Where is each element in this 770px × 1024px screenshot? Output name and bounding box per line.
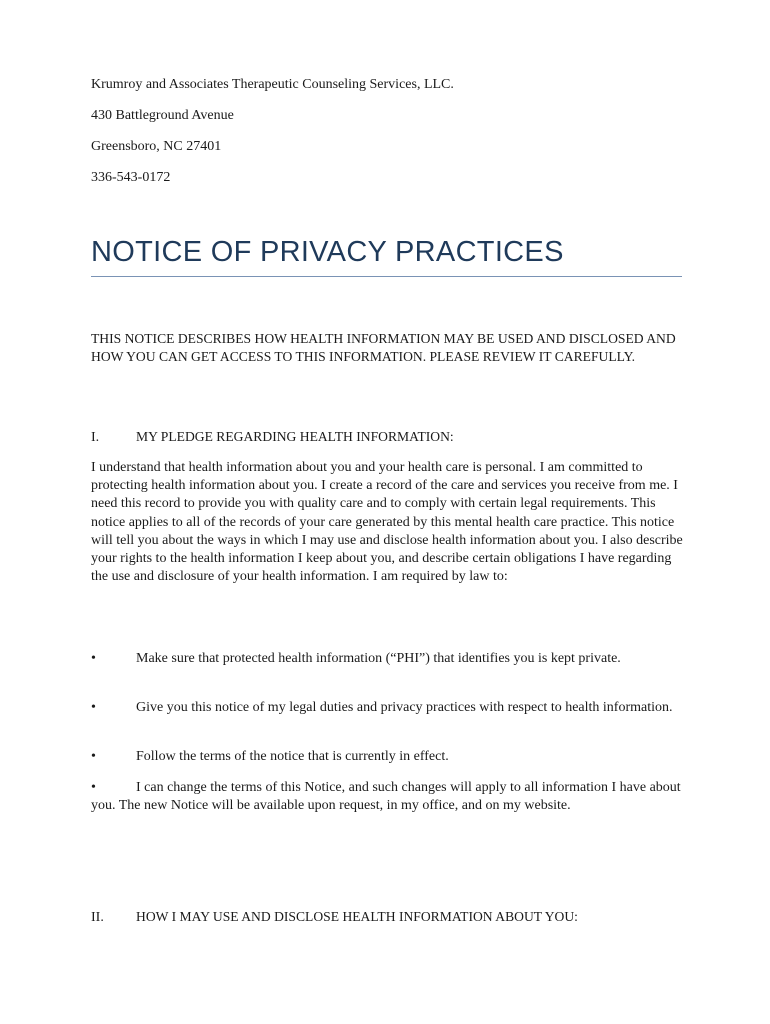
- intro-notice: THIS NOTICE DESCRIBES HOW HEALTH INFORMATION MAY BE USED AND DISCLOSED AND HOW YOU CAN GET ACCESS TO THIS INFORMATION. PLEASE REVIEW IT CAREFULLY.: [91, 331, 676, 365]
- bullet-text: I can change the terms of this Notice, and such changes will apply to all information I have about you. The new Notice will be available upon request, in my office, and on my website.: [91, 780, 681, 814]
- bullet-item-1: [91, 650, 683, 668]
- street-address: 430 Battleground Avenue: [91, 108, 234, 123]
- title-underline: [91, 276, 682, 277]
- section-2-title: HOW I MAY USE AND DISCLOSE HEALTH INFORMATION ABOUT YOU:: [136, 909, 578, 924]
- bullet-item-3: [91, 748, 683, 766]
- bullet-text: Give you this notice of my legal duties and privacy practices with respect to health information.: [136, 700, 673, 715]
- bullet-icon: •: [91, 780, 96, 795]
- bullet-item-4: [91, 779, 683, 815]
- organization-name: Krumroy and Associates Therapeutic Counseling Services, LLC.: [91, 77, 454, 92]
- page-title: NOTICE OF PRIVACY PRACTICES: [91, 236, 564, 268]
- section-1-number: I.: [91, 430, 100, 445]
- section-2-number: II.: [91, 910, 104, 925]
- section-1-body: I understand that health information about you and your health care is personal. I am committed to protecting health information about you. I create a record of the care and services you receive from me. I need this record to provide you with quality care and to comply with certain legal requirements. This notice applies to all of the records of your care generated by this mental health care practice. This notice will tell you about the ways in which I may use and disclose health information about you. I also describe your rights to the health information I keep about you, and describe certain obligations I have regarding the use and disclosure of your health information. I am required by law to:: [91, 460, 683, 585]
- bullet-icon: •: [91, 749, 96, 764]
- bullet-item-2: [91, 699, 683, 717]
- bullet-text: Follow the terms of the notice that is currently in effect.: [136, 749, 449, 764]
- section-2-heading: [91, 908, 578, 927]
- bullet-text: Make sure that protected health information (“PHI”) that identifies you is kept private.: [136, 651, 621, 666]
- bullet-icon: •: [91, 651, 96, 666]
- bullet-icon: •: [91, 700, 96, 715]
- phone-number: 336-543-0172: [91, 170, 171, 185]
- city-state-zip: Greensboro, NC 27401: [91, 139, 222, 154]
- section-1-title: MY PLEDGE REGARDING HEALTH INFORMATION:: [136, 429, 454, 444]
- section-1-heading: [91, 428, 454, 447]
